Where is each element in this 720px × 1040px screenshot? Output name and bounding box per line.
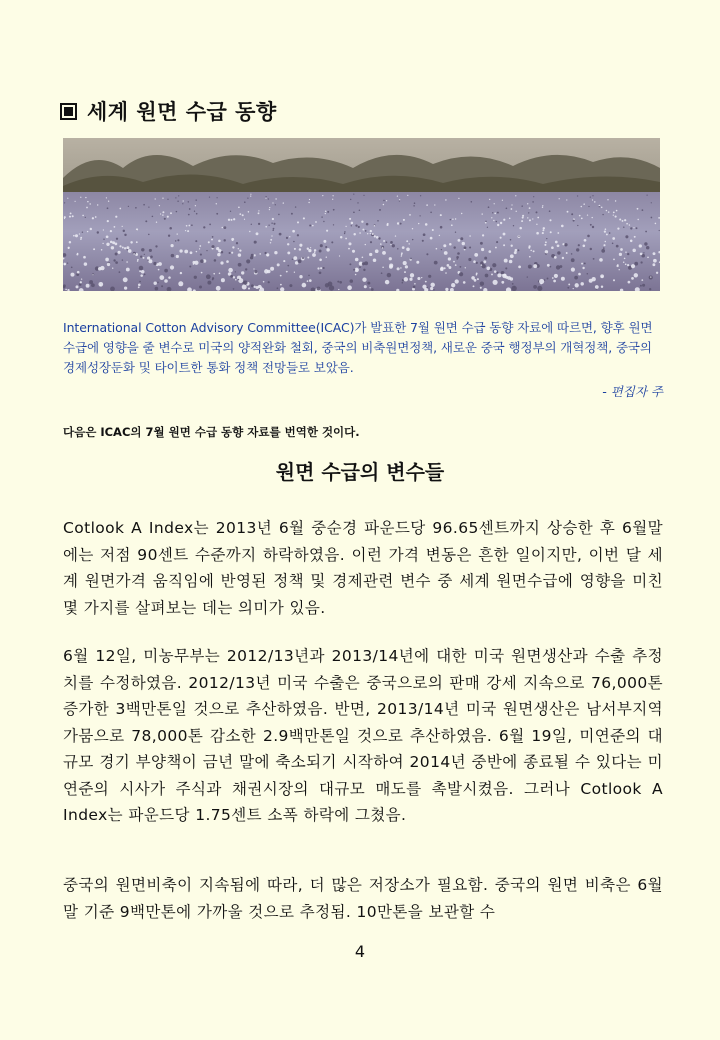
editor-note: - 편집자 주 [602,384,663,399]
square-bullet-icon [60,103,77,120]
body-paragraph: 중국의 원면비축이 지속됨에 따라, 더 많은 저장소가 필요함. 중국의 원면 비축은 6월말 기준 9백만톤에 가까울 것으로 추정됨. 10만톤을 보관할 수 [63,876,663,921]
intro-paragraph: International Cotton Advisory Committee(ICAC)가 발표한 7월 원면 수급 동향 자료에 따르면, 향후 원면수급에 영향을 줄 변수로 미국의 양적완화 철회, 중국의 비축원면정책, 새로운 중국 행정부의 개혁정책, 중국의 경제성장둔화 및 타이트한 통화 정책 전망들로 보았음. [63,320,653,375]
cotton-field-photo [63,138,660,291]
body-paragraph: Cotlook A Index는 2013년 6월 중순경 파운드당 96.65센트까지 상승한 후 6월말에는 저점 90센트 수준까지 하락하였음. 이런 가격 변동은 흔한 일이지만, 이번 달 세계 원면가격 움직임에 반영된 정책 및 경제관련 변수 중 세계 원면수급에 영향을 미친 몇 가지를 살펴보는 데는 의미가 있음. [63,519,663,617]
page-number: 4 [354,942,366,961]
section-title [60,96,277,126]
lead-sentence: 다음은 ICAC의 7월 원면 수급 동향 자료를 번역한 것이다. [63,425,360,439]
section-title-text: 세계 원면 수급 동향 [87,100,277,124]
subtitle: 원면 수급의 변수들 [275,460,445,484]
body-paragraph: 6월 12일, 미농무부는 2012/13년과 2013/14년에 대한 미국 원면생산과 수출 추정치를 수정하였음. 2012/13년 미국 수출은 중국으로의 판매 강세 지속으로 76,000톤 증가한 3백만톤일 것으로 추산하였음. 반면, 2013/14년 미국 원면생산은 남서부지역 가뭄으로 78,000톤 감소한 2.9백만톤일 것으로 추산하였음. 6월 19일, 미연준의 대규모 경기 부양책이 금년 말에 축소되기 시작하여 2014년 중반에 종료될 수 있다는 미연준의 시사가 주식과 채권시장의 대규모 매도를 촉발시켰음. 그러나 Cotlook A Index는 파운드당 1.75센트 소폭 하락에 그쳤음. [63,647,663,824]
